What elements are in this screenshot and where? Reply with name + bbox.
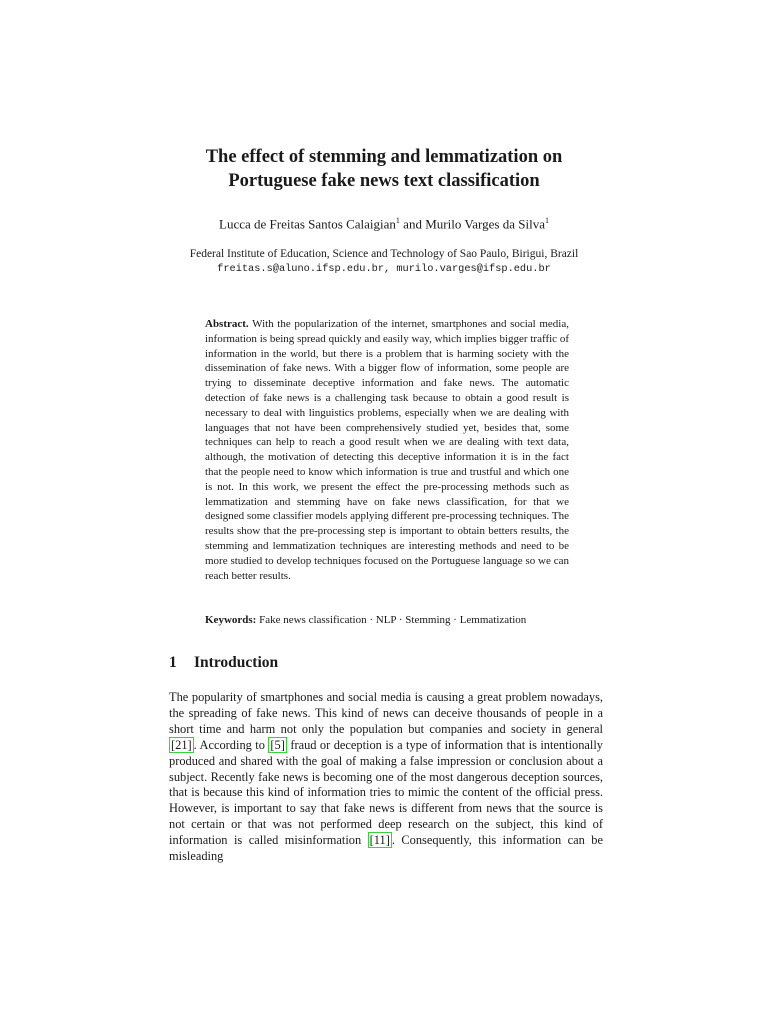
keywords-label: Keywords:: [205, 614, 257, 626]
citation-5[interactable]: [5]: [270, 737, 285, 752]
abstract: [205, 317, 569, 583]
section-number: 1: [169, 654, 177, 671]
keywords: [205, 614, 569, 626]
abstract-label: Abstract.: [205, 318, 249, 330]
intro-text-1: The popularity of smartphones and social media is causing a great problem nowadays, the spreading of fake news. This kind of news can deceive thousands of people in a short time and harm not only the population but companies and society in general: [169, 690, 603, 736]
author-2-affil-mark: 1: [544, 216, 549, 225]
citation-11[interactable]: [11]: [369, 833, 390, 848]
keywords-text: Fake news classification · NLP · Stemming · Lemmatization: [259, 614, 527, 626]
intro-paragraph: [169, 690, 603, 865]
title-line-1: The effect of stemming and lemmatization on: [205, 147, 563, 167]
section-heading: [169, 654, 599, 672]
author-2: Murilo Varges da Silva: [425, 216, 545, 232]
section-title: Introduction: [194, 654, 279, 671]
intro-text-2: . According to: [193, 737, 269, 752]
abstract-text: With the popularization of the internet, smartphones and social media, information is being spread quickly and easily way, which implies bigger traffic of information in the world, but there is a problem that is harming society with the dissemination of fake news. With a bigger flow of information, some people are trying to disseminate deceptive information and fake news. The automatic detection of fake news is a challenging task because to obtain a good result is necessary to deal with linguistics problems, especially when we are dealing with languages that not have been comprehensively studied yet, besides that, some techniques can help to reach a good result when we are dealing with text data, although, the motivation of detecting this deceptive information it is in the fact that the people need to know which information is true and trustful and which one is not. In this work, we present the effect the pre-processing methods such as lemmatization and stemming have on fake news classification, for that we designed some classifier models applying different pre-processing techniques. The results show that the pre-processing step is important to obtain betters results, the stemming and lemmatization techniques are interesting methods and need to be more studied to develop techniques focused on the Portuguese language so we can reach better results.: [205, 318, 569, 582]
author-emails: freitas.s@aluno.ifsp.edu.br, murilo.varges@ifsp.edu.br: [217, 263, 551, 275]
title-line-2: Portuguese fake news text classification: [228, 171, 540, 191]
author-1: Lucca de Freitas Santos Calaigian: [219, 216, 396, 232]
author-separator: and: [399, 216, 426, 232]
paper-title: [120, 145, 648, 193]
citation-21[interactable]: [21]: [171, 737, 192, 752]
intro-text-4: . Consequently, this information can be misleading: [169, 833, 604, 864]
author-list: [120, 216, 648, 232]
affiliation: Federal Institute of Education, Science and Technology of Sao Paulo, Birigui, Brazil: [189, 248, 579, 260]
author-1-affil-mark: 1: [395, 216, 400, 225]
intro-text-3: fraud or deception is a type of information that is intentionally produced and shared with the goal of making a false impression or conclusion about a subject. Recently fake news is becoming one of the most dangerous deception sources, that is because this kind of information tries to mimic the content of the official press. However, is important to say that fake news is different from news that the source is not certain or that was not performed deep research on the subject, this kind of information is called misinformation: [169, 737, 603, 848]
